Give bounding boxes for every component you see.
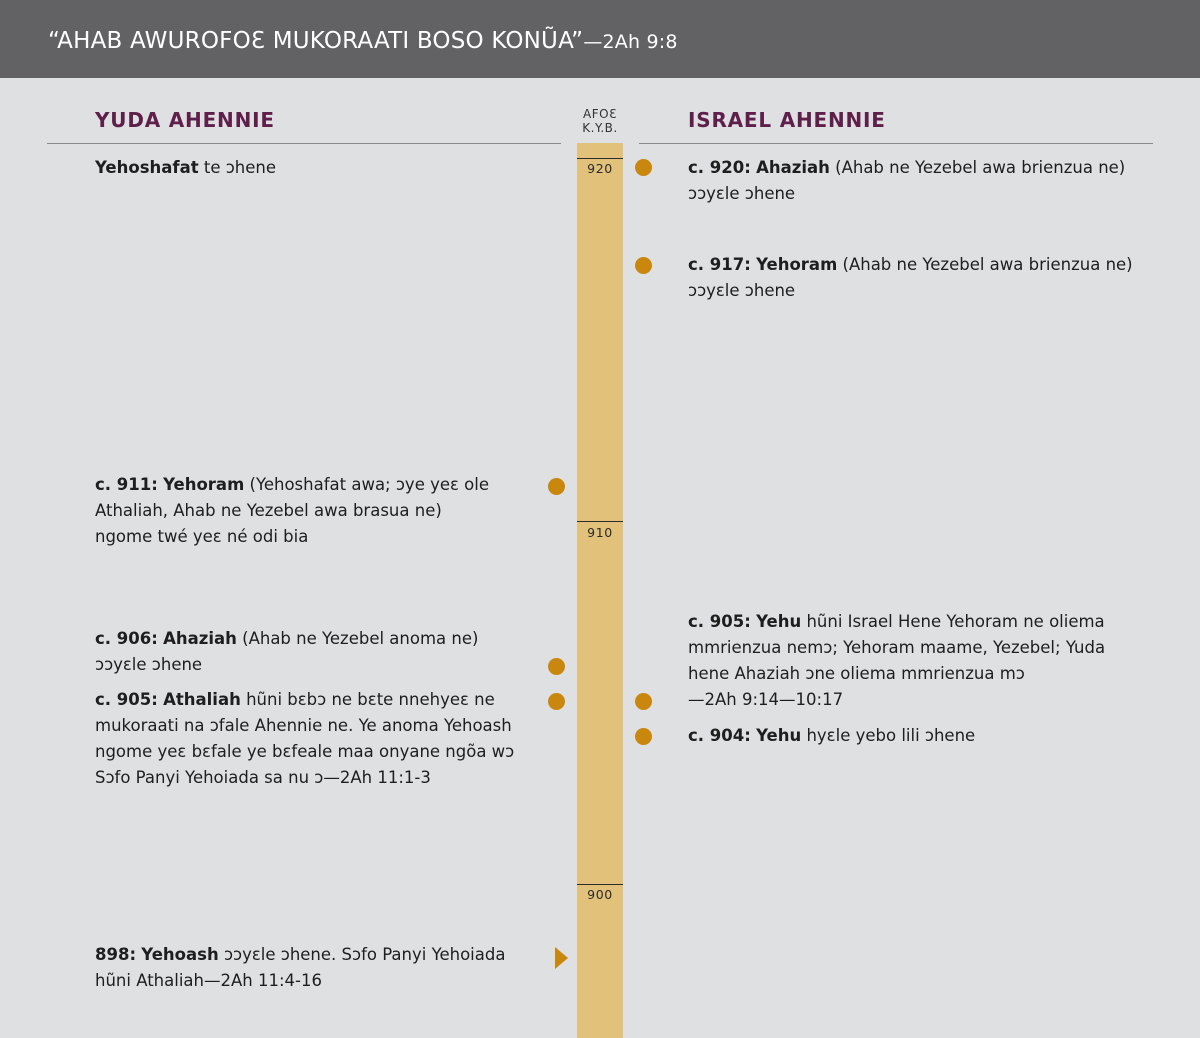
- tick-label-900: 900: [587, 887, 613, 902]
- entry-name: Yehoshafat: [95, 158, 199, 177]
- era-label: [576, 107, 624, 135]
- entry-line: Sɔfo Panyi Yehoiada sa nu ɔ—2Ah 11:1-3: [95, 768, 431, 787]
- entry-line: mukoraati na ɔfale Ahennie ne. Ye anoma Yehoash: [95, 716, 512, 735]
- entry-line: Athaliah, Ahab ne Yezebel awa brasua ne): [95, 501, 442, 520]
- entry-year: c. 920:: [688, 158, 751, 177]
- entry-name: Yehu: [756, 726, 802, 745]
- entry-line: [688, 723, 975, 749]
- marker-israel-905: [635, 693, 652, 710]
- entry-text: te ɔhene: [198, 158, 277, 177]
- tick-920: [577, 158, 623, 159]
- yuda-column-title: YUDA AHENNIE: [95, 108, 275, 132]
- tick-910: [577, 521, 623, 522]
- right-header-rule: [639, 143, 1153, 144]
- entry-year: c. 911:: [95, 475, 158, 494]
- israel-column-title: ISRAEL AHENNIE: [688, 108, 886, 132]
- entry-line: —2Ah 9:14—10:17: [688, 690, 844, 709]
- entry-line: [95, 472, 489, 498]
- yuda-entry-898: [95, 942, 505, 994]
- israel-entry-920: [688, 155, 1125, 207]
- title-text: “AHAB AWUROFOƐ MUKORAATI BOSO KONŨA”: [48, 28, 584, 54]
- entry-text: (Ahab ne Yezebel anoma ne): [236, 629, 479, 648]
- left-header-rule: [47, 143, 561, 144]
- entry-name: Ahaziah: [163, 629, 237, 648]
- yuda-entry-yehoshafat: [95, 155, 276, 181]
- timeline-bar: [577, 143, 623, 1038]
- israel-entry-904: [688, 723, 975, 749]
- marker-yuda-906: [548, 658, 565, 675]
- entry-year: c. 905:: [95, 690, 158, 709]
- tick-label-920: 920: [587, 161, 613, 176]
- entry-year: c. 906:: [95, 629, 158, 648]
- marker-yuda-905: [548, 693, 565, 710]
- entry-year: c. 904:: [688, 726, 751, 745]
- entry-text: (Ahab ne Yezebel awa brienzua ne): [837, 255, 1133, 274]
- entry-text: hyɛle yebo lili ɔhene: [801, 726, 976, 745]
- entry-text: (Ahab ne Yezebel awa brienzua ne): [829, 158, 1126, 177]
- entry-line: hene Ahaziah ɔne oliema mmrienzua mɔ: [688, 664, 1025, 683]
- entry-line: [95, 626, 478, 652]
- entry-text: hũni bɛbɔ ne bɛte nnehyeɛ ne: [240, 690, 495, 709]
- entry-name: Ahaziah: [756, 158, 830, 177]
- entry-line: ɔɔyɛle ɔhene: [688, 184, 796, 203]
- era-line-2: K.Y.B.: [582, 121, 618, 135]
- entry-line: ɔɔyɛle ɔhene: [688, 281, 796, 300]
- entry-line: hũni Athaliah—2Ah 11:4-16: [95, 971, 322, 990]
- entry-name: Yehu: [756, 612, 802, 631]
- marker-israel-920: [635, 159, 652, 176]
- israel-entry-917: [688, 252, 1133, 304]
- entry-name: Yehoram: [163, 475, 245, 494]
- entry-name: Yehoash: [141, 945, 219, 964]
- yuda-entry-905: [95, 687, 514, 791]
- title-reference: —2Ah 9:8: [583, 31, 678, 53]
- israel-entry-905: [688, 609, 1105, 713]
- page-title: [48, 28, 678, 54]
- entry-line: [688, 609, 1105, 635]
- era-line-1: AFOƐ: [583, 107, 617, 121]
- entry-name: Yehoram: [756, 255, 838, 274]
- entry-line: [688, 155, 1125, 181]
- yuda-entry-906: [95, 626, 478, 678]
- entry-text: (Yehoshafat awa; ɔye yeɛ ole: [244, 475, 489, 494]
- tick-900: [577, 884, 623, 885]
- entry-line: mmrienzua nemɔ; Yehoram maame, Yezebel; Yuda: [688, 638, 1106, 657]
- marker-israel-904: [635, 728, 652, 745]
- entry-line: ngome twé yeɛ né odi bia: [95, 527, 309, 546]
- yuda-entry-911: [95, 472, 489, 550]
- entry-text: hũni Israel Hene Yehoram ne oliema: [801, 612, 1105, 631]
- marker-yuda-911: [548, 478, 565, 495]
- entry-line: [688, 252, 1133, 278]
- entry-text: ɔɔyɛle ɔhene. Sɔfo Panyi Yehoiada: [218, 945, 506, 964]
- entry-name: Athaliah: [163, 690, 241, 709]
- tick-label-910: 910: [587, 525, 613, 540]
- header-bar: [0, 0, 1200, 78]
- entry-line: [95, 942, 505, 968]
- entry-line: ngome yeɛ bɛfale ye bɛfeale maa onyane ngõa wɔ: [95, 742, 515, 761]
- entry-year: c. 917:: [688, 255, 751, 274]
- entry-line: [95, 155, 276, 181]
- marker-yuda-898-arrow: [555, 947, 568, 969]
- entry-year: c. 905:: [688, 612, 751, 631]
- entry-line: ɔɔyɛle ɔhene: [95, 655, 203, 674]
- entry-year: 898:: [95, 945, 137, 964]
- entry-line: [95, 687, 514, 713]
- marker-israel-917: [635, 257, 652, 274]
